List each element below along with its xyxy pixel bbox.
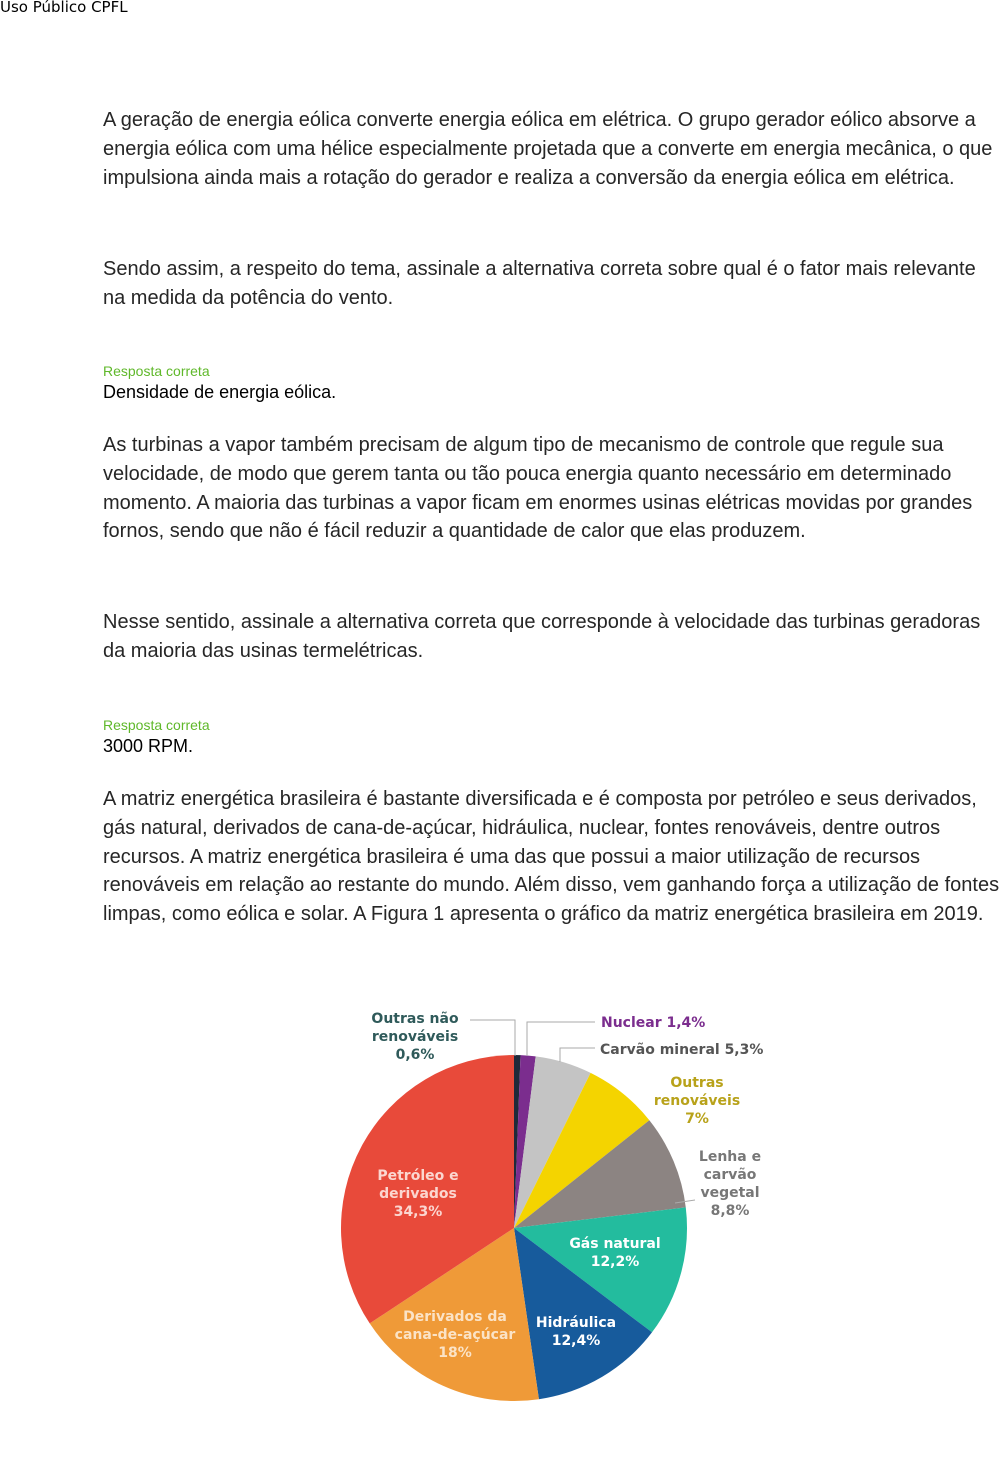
classification-header: Uso Público CPFL [0, 0, 128, 16]
pie-label: Outras renováveis 7% [653, 1075, 741, 1127]
leader-line [470, 1020, 515, 1056]
energy-matrix-pie-chart [320, 1000, 790, 1420]
q1-text: A geração de energia eólica converte energia eólica em elétrica. O grupo gerador eólico absorve a energia eólica com uma hélice especialmente projetada que a converte em energia mecânica, o que impulsiona ainda mais a rotação do gerador e realiza a conversão da energia eólica em elétrica. [103, 109, 993, 189]
q1-question: Sendo assim, a respeito do tema, assinale a alternativa correta sobre qual é o fator mais relevante na medida da potência do vento. [103, 258, 976, 309]
pie-label: Hidráulica 12,4% [535, 1315, 617, 1349]
q2-correct-label: Resposta correta [103, 717, 210, 733]
pie-label: Gás natural 12,2% [569, 1236, 661, 1270]
pie-label: Carvão mineral 5,3% [600, 1042, 764, 1058]
q2-answer: 3000 RPM. [103, 736, 194, 756]
q1-correct-label: Resposta correta [103, 363, 210, 379]
q2-text: As turbinas a vapor também precisam de algum tipo de mecanismo de controle que regule sua velocidade, de modo que gerem tanta ou tão pouca energia quanto necessário em determinado momento. A maioria das turbinas a vapor ficam em enormes usinas elétricas movidas por grandes fornos, sendo que não é fácil reduzir a quantidade de calor que elas produzem. [103, 434, 973, 543]
pie-label: Petróleo e derivados 34,3% [377, 1168, 459, 1220]
leader-line [560, 1048, 595, 1062]
pie-label: Derivados da cana-de-açúcar 18% [394, 1309, 516, 1361]
pie-label: Outras não renováveis 0,6% [371, 1011, 459, 1063]
q2-question: Nesse sentido, assinale a alternativa correta que corresponde à velocidade das turbinas geradoras da maioria das usinas termelétricas. [103, 611, 981, 662]
pie-label: Lenha e carvão vegetal 8,8% [698, 1149, 762, 1219]
q1-answer: Densidade de energia eólica. [103, 382, 337, 402]
q3-text: A matriz energética brasileira é bastante diversificada e é composta por petróleo e seus derivados, gás natural, derivados de cana-de-açúcar, hidráulica, nuclear, fontes renováveis, dentre outros recursos. A matriz energética brasileira é uma das que possui a maior utilização de recursos renováveis em relação ao restante do mundo. Além disso, vem ganhando força a utilização de fontes limpas, como eólica e solar. A Figura 1 apresenta o gráfico da matriz energética brasileira em 2019. [103, 788, 1000, 926]
pie-label: Nuclear 1,4% [601, 1015, 706, 1031]
leader-line [527, 1022, 595, 1056]
